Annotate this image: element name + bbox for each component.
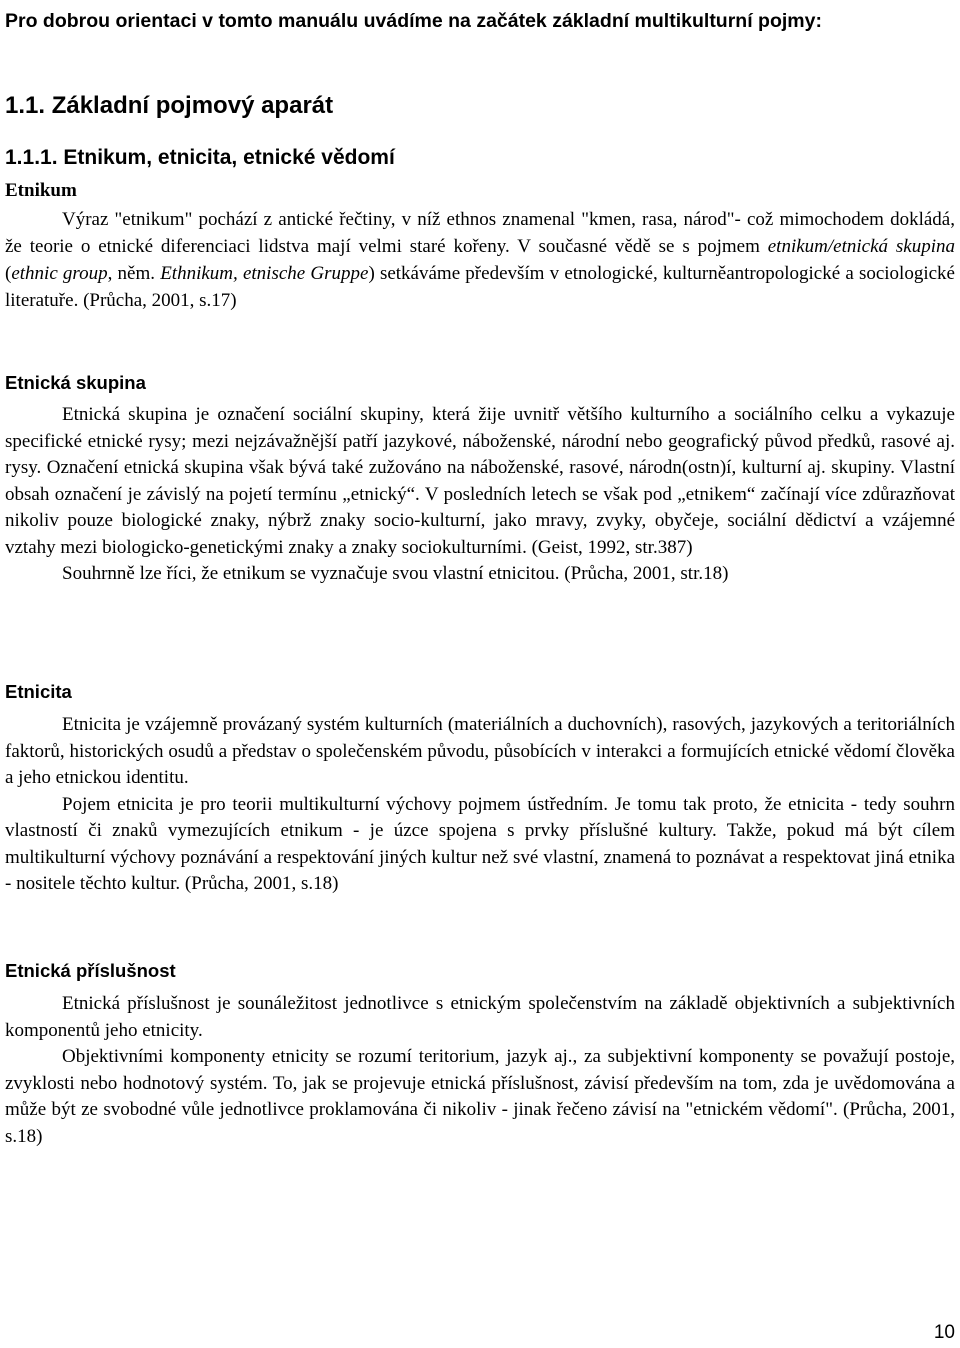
heading-etnicka-prislusnost: Etnická příslušnost <box>5 960 176 981</box>
text-run: , něm. <box>107 263 161 284</box>
subsection-heading <box>5 146 395 170</box>
text-run: ( <box>5 263 12 284</box>
paragraph-etnicka-prislusnost-1: Etnická příslušnost je sounáležitost jednotlivce s etnickým společenstvím na základě objektivních a subjektivních komponentů jeho etnicity. <box>5 993 955 1041</box>
text-run: Výraz "etnikum" pochází z antické řečtiny, v níž ethnos znamenal "kmen, rasa, národ"- což mimochodem dokládá, že teorie o etnické diferenciaci lidstva mají velmi staré kořeny. V současné vědě se s pojmem <box>5 209 955 257</box>
paragraph-etnikum <box>5 206 955 314</box>
heading-etnicka-skupina: Etnická skupina <box>5 372 146 393</box>
section-number: 1.1. <box>5 92 46 119</box>
section-etnicita <box>5 712 955 898</box>
text-run: ) setkáváme především v etnologické, kulturněantropologické a sociologické literatuře. (Průcha, 2001, s.17) <box>5 263 955 311</box>
document-page <box>5 0 955 1348</box>
paragraph-etnicita-1: Etnicita je vzájemně provázaný systém kulturních (materiálních a duchovních), rasových, jazykových a teritoriálních faktorů, historických osudů a představ o společenském původu, působících v interakci a formujících etnické vědomí člověka a jeho etnickou identitu. <box>5 714 955 788</box>
heading-etnikum: Etnikum <box>5 180 77 201</box>
italic-term: ethnic group <box>11 263 108 284</box>
subsection-number: 1.1.1. <box>5 146 58 169</box>
italic-term: etnikum/etnická skupina <box>767 236 955 257</box>
intro-text: Pro dobrou orientaci v tomto manuálu uvádíme na začátek základní multikulturní pojmy: <box>5 10 822 32</box>
section-heading <box>5 92 333 120</box>
section-title: Základní pojmový aparát <box>51 92 334 119</box>
paragraph-etnicka-prislusnost-2: Objektivními komponenty etnicity se rozumí teritorium, jazyk aj., za subjektivní komponenty se považují postoje, zvyklosti nebo hodnotový systém. To, jak se projevuje etnická příslušnost, závisí především na tom, zda je uvědomována a může být ze svobodné vůle jednotlivce proklamována či nikoliv - jinak řečeno závisí na "etnickém vědomí". (Průcha, 2001, s.18) <box>5 1046 955 1147</box>
paragraph-etnicka-skupina-2: Souhrnně lze říci, že etnikum se vyznačuje svou vlastní etnicitou. (Průcha, 2001, str.18) <box>62 563 729 584</box>
paragraph-etnicita-2: Pojem etnicita je pro teorii multikulturní výchovy pojmem ústředním. Je tomu tak proto, že etnicita - tedy souhrn vlastností či znaků vymezujících etnikum - je úzce spojena s prvky příslušné kultury. Takže, pokud má být cílem multikulturní výchovy poznávání a respektování jiných kultur než své vlastní, znamená to poznávat a respektovat jiná etnika - nositele těchto kultur. (Průcha, 2001, s.18) <box>5 793 955 894</box>
page-number: 10 <box>933 1322 955 1343</box>
paragraph-etnikum-1 <box>5 206 955 314</box>
subsection-title: Etnikum, etnicita, etnické vědomí <box>63 146 395 169</box>
heading-etnicita: Etnicita <box>5 681 72 702</box>
section-etnicka-skupina <box>5 402 955 588</box>
paragraph-etnicka-skupina-1: Etnická skupina je označení sociální skupiny, která žije uvnitř většího kulturního a sociálního celku a vykazuje specifické etnické rysy; mezi nejzávažnější patří jazykové, náboženské, národní nebo geografický původ předků, rasové aj. rysy. Označení etnická skupina však bývá také zužováno na náboženské, rasové, národn(ostn)í, kulturní aj. skupiny. Vlastní obsah označení je závislý na pojetí termínu „etnický“. V posledních letech se však pod „etnikem“ začínají více zdůrazňovat nikoliv pouze biologické znaky, nýbrž znaky socio-kulturní, jako mravy, zvyky, obyčeje, sociální dědictví a vzájemné vztahy mezi biologicko-genetickými znaky a znaky sociokulturními. (Geist, 1992, str.387) <box>5 404 955 558</box>
italic-term: Ethnikum, etnische Gruppe <box>160 263 369 284</box>
section-etnicka-prislusnost <box>5 991 955 1150</box>
